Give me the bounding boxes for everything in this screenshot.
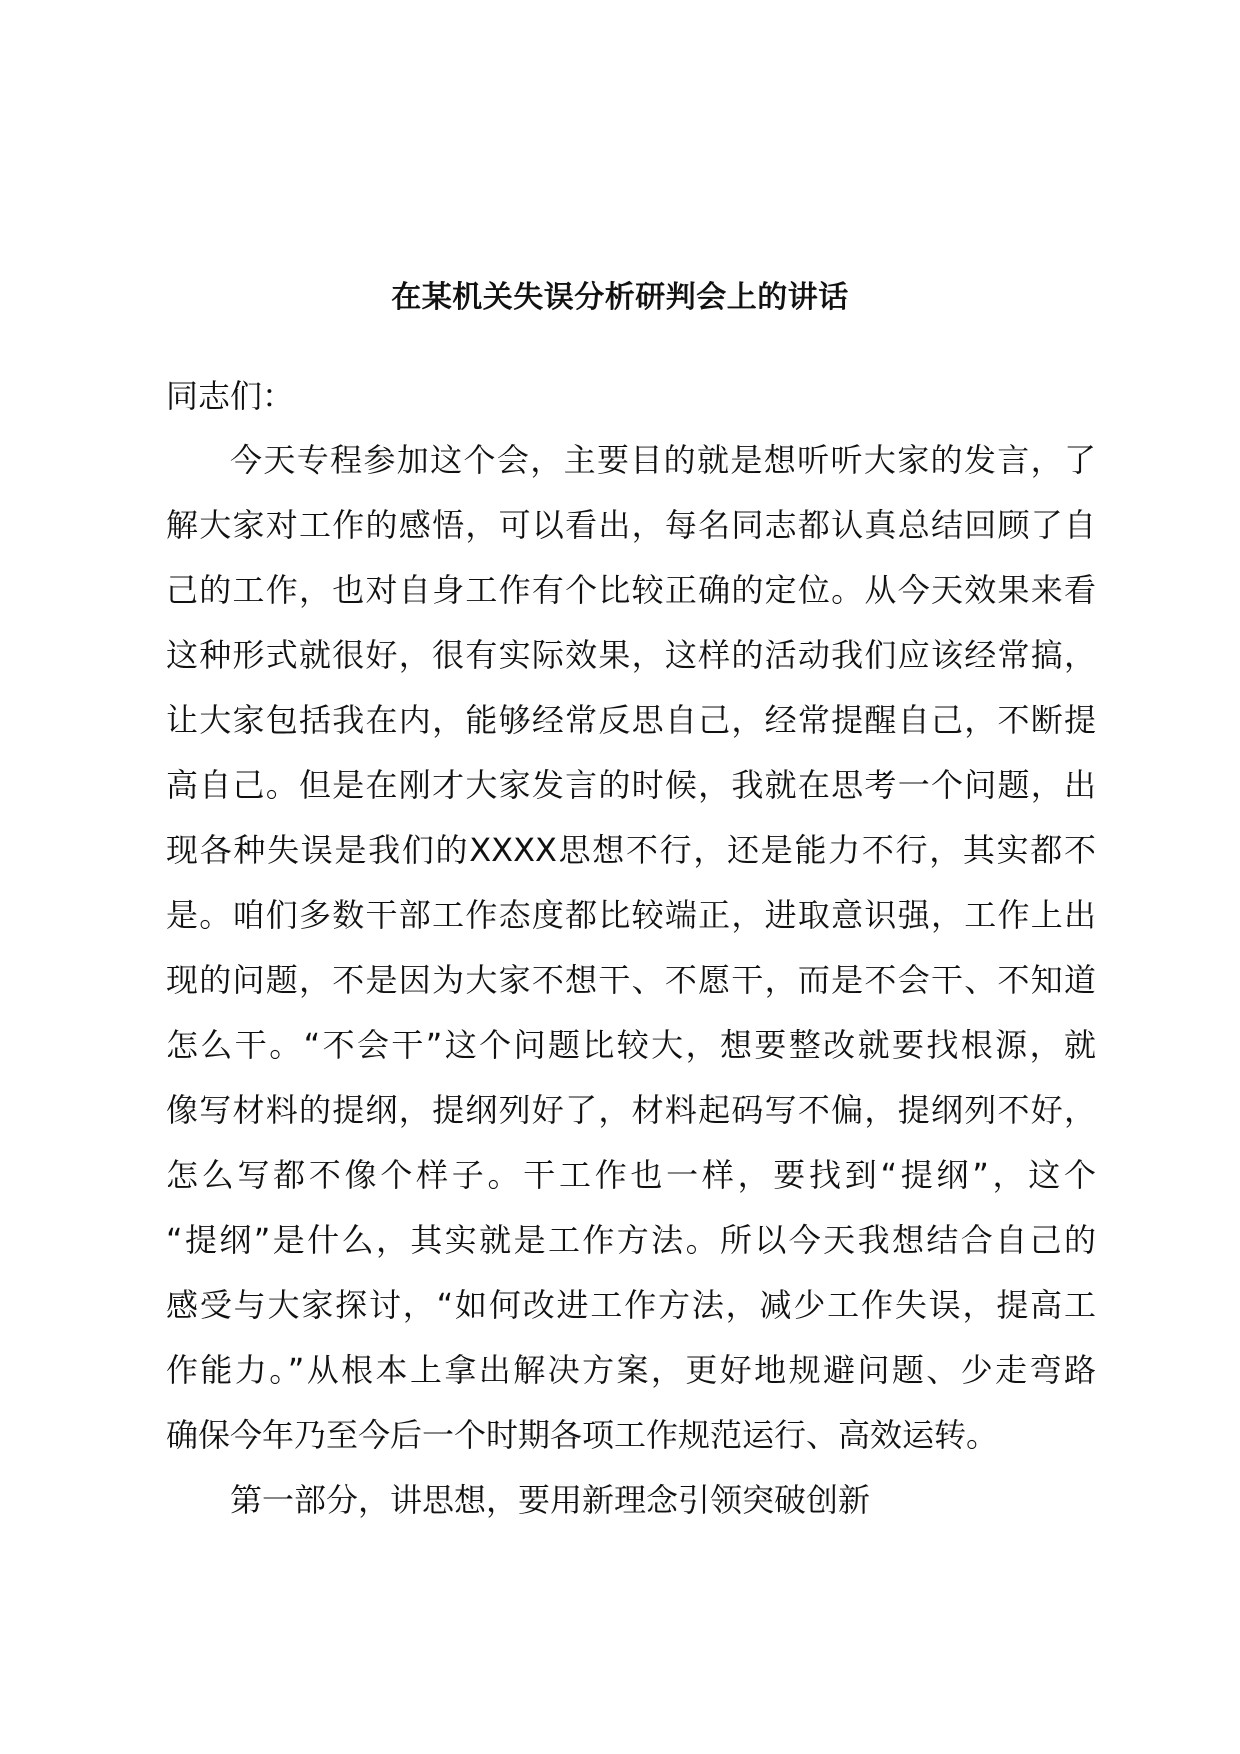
paragraph-line: 让大家包括我在内，能够经常反思自己，经常提醒自己，不断提 bbox=[166, 701, 1096, 739]
paragraph-line: 现各种失误是我们的XXXX思想不行，还是能力不行，其实都不 bbox=[166, 831, 1096, 869]
paragraph-line: 怎么写都不像个样子。干工作也一样，要找到“提纲”，这个 bbox=[166, 1156, 1096, 1194]
paragraph-line: 感受与大家探讨，“如何改进工作方法，减少工作失误，提高工 bbox=[166, 1286, 1096, 1324]
paragraph-line: 怎么干。“不会干”这个问题比较大，想要整改就要找根源，就 bbox=[166, 1026, 1096, 1064]
paragraph-line: 作能力。”从根本上拿出解决方案，更好地规避问题、少走弯路 bbox=[166, 1351, 1096, 1389]
paragraph-line: 今天专程参加这个会，主要目的就是想听听大家的发言，了 bbox=[230, 441, 1096, 479]
paragraph-line: 己的工作，也对自身工作有个比较正确的定位。从今天效果来看 bbox=[166, 571, 1096, 609]
paragraph-line: 像写材料的提纲，提纲列好了，材料起码写不偏，提纲列不好， bbox=[166, 1091, 1096, 1129]
section-heading: 第一部分，讲思想，要用新理念引领突破创新 bbox=[230, 1481, 871, 1519]
paragraph-line: 解大家对工作的感悟，可以看出，每名同志都认真总结回顾了自 bbox=[166, 506, 1096, 544]
paragraph-line: 这种形式就很好，很有实际效果，这样的活动我们应该经常搞， bbox=[166, 636, 1096, 674]
paragraph-line: 现的问题，不是因为大家不想干、不愿干，而是不会干、不知道 bbox=[166, 961, 1096, 999]
paragraph-line: 确保今年乃至今后一个时期各项工作规范运行、高效运转。 bbox=[166, 1416, 999, 1454]
paragraph-line: 高自己。但是在刚才大家发言的时候，我就在思考一个问题，出 bbox=[166, 766, 1096, 804]
speech-body bbox=[166, 436, 1096, 1541]
paragraph-line: 是。咱们多数干部工作态度都比较端正，进取意识强，工作上出 bbox=[166, 896, 1096, 934]
document-title: 在某机关失误分析研判会上的讲话 bbox=[391, 280, 849, 315]
paragraph-line: “提纲”是什么，其实就是工作方法。所以今天我想结合自己的 bbox=[166, 1221, 1096, 1259]
salutation: 同志们： bbox=[166, 377, 295, 415]
